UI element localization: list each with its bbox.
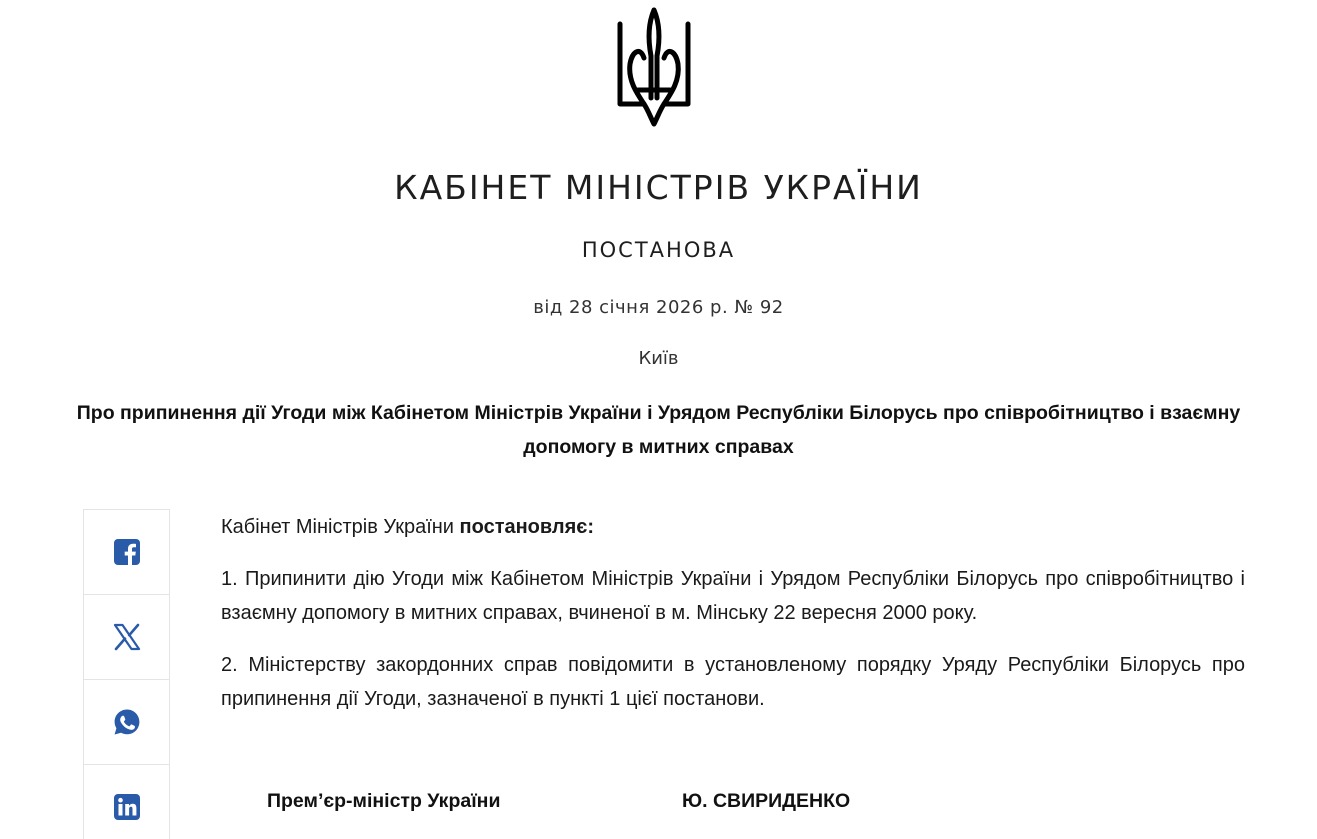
- signatory-name: Ю. СВИРИДЕНКО: [682, 790, 851, 812]
- share-x-button[interactable]: [84, 595, 169, 680]
- x-icon: [113, 623, 141, 651]
- intro-text: Кабінет Міністрів України: [221, 516, 460, 538]
- coat-of-arms-icon: [614, 6, 694, 130]
- share-facebook-button[interactable]: [84, 510, 169, 595]
- intro-bold: постановляє:: [459, 516, 595, 538]
- share-whatsapp-button[interactable]: [84, 680, 169, 765]
- intro-paragraph: [221, 510, 1245, 544]
- share-bar: [83, 509, 170, 839]
- paragraph-2: 2. Міністерству закордонних справ повідомити в установленому порядку Уряду Республіки Білорусь про припинення дії Угоди, зазначеної в пункті 1 цієї постанови.: [221, 654, 1245, 710]
- whatsapp-icon: [113, 708, 141, 736]
- signatory-position: Прем’єр-міністр України: [267, 790, 501, 812]
- share-linkedin-button[interactable]: [84, 765, 169, 839]
- document-type: ПОСТАНОВА: [581, 238, 736, 262]
- document-body: [221, 510, 1245, 734]
- facebook-icon: [113, 538, 141, 566]
- document-date-number: від 28 січня 2026 р. № 92: [533, 297, 784, 318]
- linkedin-icon: [113, 793, 141, 821]
- paragraph-1: 1. Припинити дію Угоди між Кабінетом Міністрів України і Урядом Республіки Білорусь про співробітництво і взаємну допомогу в митних справах, вчиненої в м. Мінську 22 вересня 2000 року.: [221, 568, 1245, 624]
- organization-title: КАБІНЕТ МІНІСТРІВ УКРАЇНИ: [394, 168, 923, 207]
- document-city: Київ: [638, 348, 679, 369]
- document-heading: Про припинення дії Угоди між Кабінетом Міністрів України і Урядом Республіки Білорусь про співробітництво і взаємну допомогу в митних справах: [76, 402, 1241, 458]
